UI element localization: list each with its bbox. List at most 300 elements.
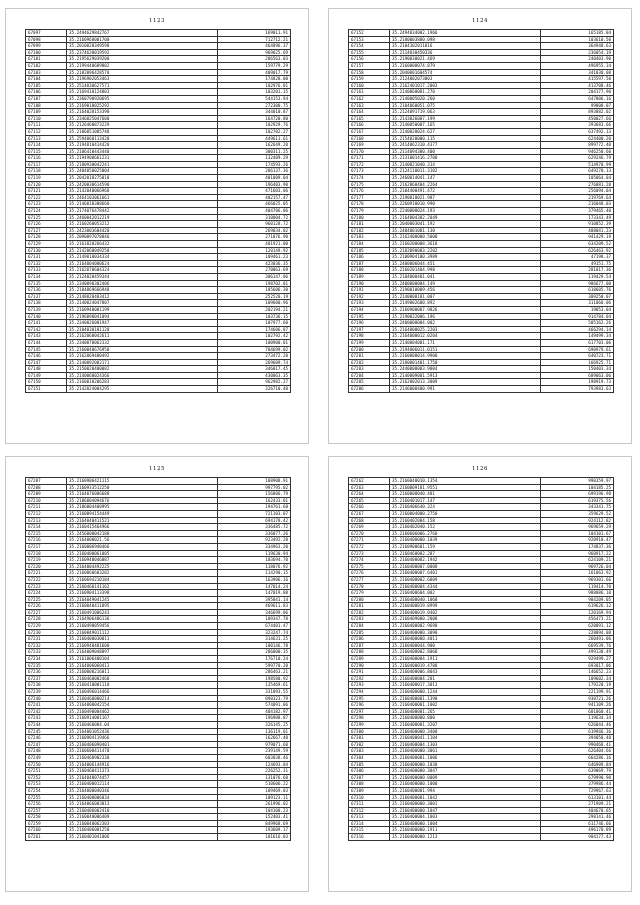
table-row (349, 320, 614, 327)
row-id-cell: 67100 (26, 49, 67, 56)
document-page (5, 456, 309, 892)
coordinate-cell: 35.2146010308660 (67, 201, 218, 208)
row-id-cell: 67099 (26, 43, 67, 50)
row-id-cell: 67187 (349, 260, 390, 267)
row-id-cell: 67149 (26, 372, 67, 379)
coordinate-cell: 35.2164040074457 (67, 774, 218, 781)
value-cell: 103201.15 (218, 89, 291, 96)
coordinate-cell: 35.2194006011.0151 (390, 346, 541, 353)
coordinate-cell: 35.2104030101120 (67, 326, 218, 333)
value-cell: 310004.72 (218, 214, 291, 221)
table-row (26, 702, 291, 709)
value-cell: 404706.06 (218, 208, 291, 215)
row-id-cell: 67169 (349, 142, 390, 149)
row-id-cell: 67165 (349, 115, 390, 122)
coordinate-cell: 35.2160400004.1003 (390, 814, 541, 821)
table-row (26, 241, 291, 248)
row-id-cell: 67108 (26, 102, 67, 109)
table-row (349, 208, 614, 215)
value-cell: 269609.74 (218, 359, 291, 366)
value-cell: 984209.05 (541, 596, 614, 603)
coordinate-cell: 35.2160694210184 (67, 576, 218, 583)
table-row (26, 728, 291, 735)
row-id-cell: 67119 (26, 175, 67, 182)
value-cell: 574091.06 (218, 702, 291, 709)
row-id-cell: 67277 (349, 576, 390, 583)
row-id-cell: 67155 (349, 49, 390, 56)
row-id-cell: 67272 (349, 543, 390, 550)
table-row (349, 649, 614, 656)
coordinate-cell: 35.2160401017.147 (390, 497, 541, 504)
table-row (26, 62, 291, 69)
table-row (26, 748, 291, 755)
row-id-cell: 67163 (349, 102, 390, 109)
table-row (349, 754, 614, 761)
table-row (349, 234, 614, 241)
row-id-cell: 67192 (349, 293, 390, 300)
table-row (26, 56, 291, 63)
value-cell: 174828.00 (218, 76, 291, 83)
coordinate-cell: 35.2160008074.879 (390, 62, 541, 69)
value-cell: 626044.46 (541, 721, 614, 728)
row-id-cell: 67266 (349, 504, 390, 511)
value-cell: 920910.47 (541, 537, 614, 544)
value-cell: 119630.94 (218, 550, 291, 557)
coordinate-cell: 35.2160400000.0009 (390, 774, 541, 781)
row-id-cell: 67238 (26, 682, 67, 689)
table-row (349, 583, 614, 590)
row-id-cell: 67258 (26, 814, 67, 821)
value-cell: 188908.91 (218, 478, 291, 485)
value-cell: 216048.03 (541, 201, 614, 208)
table-row (26, 576, 291, 583)
value-cell: 393683.66 (541, 122, 614, 129)
table-row (349, 728, 614, 735)
value-cell: 271076.90 (218, 234, 291, 241)
value-cell: 634209.52 (541, 241, 614, 248)
table-row (349, 201, 614, 208)
value-cell: 271909.21 (541, 801, 614, 808)
coordinate-cell: 35.2160400019.4700 (390, 662, 541, 669)
value-cell: 174593.26 (218, 161, 291, 168)
row-id-cell: 67121 (26, 188, 67, 195)
value-cell: 162649.20 (218, 142, 291, 149)
value-cell: 306147.06 (218, 273, 291, 280)
coordinate-cell: 35.2160400006.8043 (390, 669, 541, 676)
value-cell: 689063.06 (541, 372, 614, 379)
table-row (26, 194, 291, 201)
coordinate-cell: 35.2142024004295 (67, 386, 218, 393)
value-cell: 152403.41 (218, 814, 291, 821)
row-id-cell: 67247 (26, 741, 67, 748)
table-row (349, 241, 614, 248)
value-cell: 364948.63 (541, 43, 614, 50)
row-id-cell: 67134 (26, 273, 67, 280)
table-row (26, 128, 291, 135)
row-id-cell: 67164 (349, 109, 390, 116)
value-cell: 49151.75 (541, 260, 614, 267)
row-id-cell: 67261 (26, 834, 67, 841)
table-row (349, 142, 614, 149)
coordinate-cell: 35.2400000004.149 (390, 280, 541, 287)
table-row (349, 76, 614, 83)
value-cell: 311060.06 (541, 300, 614, 307)
coordinate-cell: 35.2260910010.990 (390, 201, 541, 208)
row-id-cell: 67120 (26, 181, 67, 188)
table-row (349, 82, 614, 89)
coordinate-cell: 35.2160900601.159 (390, 543, 541, 550)
row-id-cell: 67182 (349, 227, 390, 234)
row-id-cell: 67288 (349, 649, 390, 656)
row-id-cell: 67221 (26, 570, 67, 577)
table-row (349, 353, 614, 360)
value-cell: 286000.35 (218, 649, 291, 656)
value-cell: 336485.72 (218, 524, 291, 531)
table-row (26, 161, 291, 168)
row-id-cell: 67180 (349, 214, 390, 221)
coordinate-cell: 35.2340090302406 (67, 280, 218, 287)
table-row (26, 254, 291, 261)
table-row (26, 735, 291, 742)
row-id-cell: 67190 (349, 280, 390, 287)
row-id-cell: 67222 (26, 576, 67, 583)
row-id-cell: 67271 (349, 537, 390, 544)
value-cell: 404182.97 (218, 708, 291, 715)
table-row (349, 510, 614, 517)
row-id-cell: 67228 (26, 616, 67, 623)
row-id-cell: 67234 (26, 656, 67, 663)
table-row (349, 530, 614, 537)
row-id-cell: 67246 (26, 735, 67, 742)
value-cell: 161063.92 (541, 570, 614, 577)
value-cell: 109469.03 (218, 787, 291, 794)
table-row (26, 537, 291, 544)
row-id-cell: 67303 (349, 748, 390, 755)
table-row (26, 287, 291, 294)
value-cell: 404670.65 (541, 807, 614, 814)
coordinate-cell: 35.2494629842767 (67, 30, 218, 37)
data-table (25, 29, 291, 393)
value-cell: 694178.42 (218, 517, 291, 524)
coordinate-cell: 35.2160006940466 (67, 543, 218, 550)
value-cell: 102976.01 (218, 82, 291, 89)
coordinate-cell: 35.2160606006.2760 (390, 530, 541, 537)
coordinate-cell: 35.2186004400995 (67, 504, 218, 511)
page-number: 1125 (149, 466, 165, 472)
table-row (26, 273, 291, 280)
row-id-cell: 67314 (349, 820, 390, 827)
row-id-cell: 67102 (26, 62, 67, 69)
table-row (26, 761, 291, 768)
value-cell: 326710.40 (218, 386, 291, 393)
row-id-cell: 67260 (26, 827, 67, 834)
row-id-cell: 67305 (349, 761, 390, 768)
table-row (349, 801, 614, 808)
table-row (349, 774, 614, 781)
row-id-cell: 67104 (26, 76, 67, 83)
row-id-cell: 67306 (349, 768, 390, 775)
table-row (349, 221, 614, 228)
value-cell: 219769.64 (541, 194, 614, 201)
value-cell: 618605.76 (541, 287, 614, 294)
row-id-cell: 67304 (349, 754, 390, 761)
row-id-cell: 67113 (26, 135, 67, 142)
table-row (349, 834, 614, 841)
coordinate-cell: 35.2164004302.2049 (390, 214, 541, 221)
coordinate-cell: 35.2160400044.900 (390, 642, 541, 649)
table-row (26, 95, 291, 102)
row-id-cell: 67122 (26, 194, 67, 201)
table-row (349, 346, 614, 353)
row-id-cell: 67273 (349, 550, 390, 557)
row-id-cell: 67280 (349, 596, 390, 603)
value-cell: 629246.79 (541, 155, 614, 162)
table-row (349, 56, 614, 63)
value-cell: 464896.37 (218, 43, 291, 50)
row-id-cell: 67166 (349, 122, 390, 129)
coordinate-cell: 35.2182096428570 (67, 69, 218, 76)
coordinate-cell: 35.2104060051.075 (390, 102, 541, 109)
table-row (349, 603, 614, 610)
value-cell: 990468.41 (541, 741, 614, 748)
coordinate-cell: 35.2184069666948 (67, 287, 218, 294)
coordinate-cell: 35.2164004000624 (67, 260, 218, 267)
table-row (26, 491, 291, 498)
coordinate-cell: 35.2149010034334 (67, 254, 218, 261)
value-cell: 924112.82 (541, 517, 614, 524)
value-cell: 960128.72 (218, 221, 291, 228)
row-id-cell: 67118 (26, 168, 67, 175)
value-cell: 286137.36 (218, 168, 291, 175)
coordinate-cell: 35.2160415464966 (67, 524, 218, 531)
value-cell: 640723.71 (541, 353, 614, 360)
coordinate-cell: 35.2180003800.098 (390, 36, 541, 43)
row-id-cell: 67156 (349, 56, 390, 63)
table-row (26, 69, 291, 76)
table-row (26, 807, 291, 814)
coordinate-cell: 35.2160094154449 (67, 510, 218, 517)
row-id-cell: 67283 (349, 616, 390, 623)
value-cell: 103694.70 (218, 557, 291, 564)
table-row (349, 563, 614, 570)
table-row (349, 287, 614, 294)
row-id-cell: 67145 (26, 346, 67, 353)
table-row (26, 754, 291, 761)
coordinate-cell: 35.2160400000.3047 (390, 768, 541, 775)
row-id-cell: 67181 (349, 221, 390, 228)
row-id-cell: 67117 (26, 161, 67, 168)
coordinate-cell: 35.2194900661231 (67, 155, 218, 162)
document-page (5, 8, 309, 444)
value-cell: 135469.61 (218, 682, 291, 689)
value-cell: 626404.66 (541, 748, 614, 755)
table-row (349, 175, 614, 182)
coordinate-cell: 35.2124002073003 (390, 76, 541, 83)
coordinate-cell: 35.2162060042611 (67, 333, 218, 340)
row-id-cell: 67173 (349, 168, 390, 175)
row-id-cell: 67209 (26, 491, 67, 498)
table-row (26, 43, 291, 50)
value-cell: 690979.61 (541, 346, 614, 353)
value-cell: 336077.26 (218, 530, 291, 537)
table-row (26, 267, 291, 274)
table-row (26, 346, 291, 353)
value-cell: 99808.07 (541, 102, 614, 109)
value-cell: 649270.13 (541, 168, 614, 175)
table-row (26, 260, 291, 267)
value-cell: 669539.76 (541, 642, 614, 649)
row-id-cell: 67174 (349, 175, 390, 182)
coordinate-cell: 35.2160400012114 (67, 781, 218, 788)
table-row (26, 583, 291, 590)
value-cell: 646909.84 (541, 761, 614, 768)
table-row (26, 359, 291, 366)
table-row (26, 642, 291, 649)
row-id-cell: 67275 (349, 563, 390, 570)
row-id-cell: 67302 (349, 741, 390, 748)
row-id-cell: 67193 (349, 300, 390, 307)
coordinate-cell: 35.2160400017.3013 (390, 682, 541, 689)
table-row (349, 735, 614, 742)
value-cell: 599770.20 (218, 662, 291, 669)
row-id-cell: 67255 (26, 794, 67, 801)
coordinate-cell: 35.2154020000.115 (390, 135, 541, 142)
row-id-cell: 67290 (349, 662, 390, 669)
row-id-cell: 67128 (26, 234, 67, 241)
table-row (349, 386, 614, 393)
row-id-cell: 67284 (349, 623, 390, 630)
value-cell: 402157.47 (218, 194, 291, 201)
value-cell: 174837.36 (541, 543, 614, 550)
table-row (349, 339, 614, 346)
table-row (349, 372, 614, 379)
coordinate-cell: 35.2186051005748 (67, 128, 218, 135)
table-row (349, 682, 614, 689)
row-id-cell: 67159 (349, 76, 390, 83)
value-cell: 326145.25 (218, 721, 291, 728)
row-id-cell: 67135 (26, 280, 67, 287)
row-id-cell: 67219 (26, 557, 67, 564)
coordinate-cell: 35.2162070604324 (67, 267, 218, 274)
table-row (26, 379, 291, 386)
row-id-cell: 67264 (349, 491, 390, 498)
row-id-cell: 67129 (26, 241, 67, 248)
coordinate-cell: 35.2140009001.5913 (390, 372, 541, 379)
coordinate-cell: 35.2160904119466 (67, 735, 218, 742)
row-id-cell: 67176 (349, 188, 390, 195)
table-row (26, 30, 291, 37)
row-id-cell: 67097 (26, 30, 67, 37)
table-row (349, 254, 614, 261)
coordinate-cell: 35.2160904113398 (67, 590, 218, 597)
table-row (26, 814, 291, 821)
value-cell: 379986.44 (541, 781, 614, 788)
coordinate-cell: 35.2164000021.56 (67, 537, 218, 544)
row-id-cell: 67295 (349, 695, 390, 702)
coordinate-cell: 35.2160400004.1911 (390, 656, 541, 663)
value-cell: 114290.15 (218, 570, 291, 577)
value-cell: 156806.79 (218, 491, 291, 498)
table-row (349, 781, 614, 788)
table-row (26, 695, 291, 702)
value-cell: 174606.87 (218, 326, 291, 333)
coordinate-cell: 35.2100904100.3989 (390, 254, 541, 261)
value-cell: 960917.22 (541, 550, 614, 557)
coordinate-cell: 35.2104000401.041 (390, 273, 541, 280)
row-id-cell: 67137 (26, 293, 67, 300)
coordinate-cell: 35.2160400000.1244 (390, 689, 541, 696)
row-id-cell: 67269 (349, 524, 390, 531)
row-id-cell: 67109 (26, 109, 67, 116)
value-cell: 273472.20 (218, 353, 291, 360)
table-row (26, 517, 291, 524)
coordinate-cell: 35.2160400001.265 (390, 708, 541, 715)
coordinate-cell: 35.2190010009.456 (390, 287, 541, 294)
coordinate-cell: 35.2149002600.892 (390, 300, 541, 307)
value-cell: 109600.96 (218, 300, 291, 307)
value-cell: 252520.19 (218, 293, 291, 300)
coordinate-cell: 35.2160400000.4011 (390, 636, 541, 643)
coordinate-cell: 35.2162400000.5000 (390, 234, 541, 241)
table-row (349, 267, 614, 274)
value-cell: 104101.67 (541, 530, 614, 537)
row-id-cell: 67287 (349, 642, 390, 649)
row-id-cell: 67233 (26, 649, 67, 656)
table-row (26, 339, 291, 346)
row-id-cell: 67110 (26, 115, 67, 122)
coordinate-cell: 35.2124110011.3102 (390, 168, 541, 175)
value-cell: 674401.47 (218, 623, 291, 630)
table-row (26, 656, 291, 663)
value-cell: 619375.56 (541, 497, 614, 504)
value-cell: 132409.29 (218, 155, 291, 162)
table-row (349, 148, 614, 155)
coordinate-cell: 35.2104400491.472 (390, 188, 541, 195)
coordinate-cell: 35.2140020024.627 (390, 128, 541, 135)
table-row (26, 550, 291, 557)
table-row (349, 748, 614, 755)
table-row (349, 300, 614, 307)
document-page (328, 8, 632, 444)
coordinate-cell: 35.2182090003.2202 (390, 247, 541, 254)
coordinate-cell: 35.2440000003.9004 (390, 366, 541, 373)
coordinate-cell: 35.2164049041245 (67, 596, 218, 603)
coordinate-cell: 35.2404001001.130 (390, 227, 541, 234)
table-row (349, 820, 614, 827)
value-cell: 102792.42 (218, 333, 291, 340)
table-row (26, 208, 291, 215)
coordinate-cell: 35.2160410001110 (67, 682, 218, 689)
coordinate-cell: 35.2126460873229 (67, 122, 218, 129)
table-row (349, 761, 614, 768)
coordinate-cell: 35.2160400002.6809 (390, 576, 541, 583)
value-cell: 298141.46 (541, 814, 614, 821)
table-row (26, 221, 291, 228)
value-cell: 102702.27 (218, 128, 291, 135)
coordinate-cell: 35.2162069400492 (67, 353, 218, 360)
value-cell: 466294.14 (541, 326, 614, 333)
value-cell: 456473.21 (541, 616, 614, 623)
value-cell: 104185.25 (541, 484, 614, 491)
table-row (349, 689, 614, 696)
row-id-cell: 67141 (26, 320, 67, 327)
table-row (26, 497, 291, 504)
table-row (349, 827, 614, 834)
row-id-cell: 67245 (26, 728, 67, 735)
table-row (26, 596, 291, 603)
value-cell: 969726.04 (541, 563, 614, 570)
row-id-cell: 67282 (349, 609, 390, 616)
